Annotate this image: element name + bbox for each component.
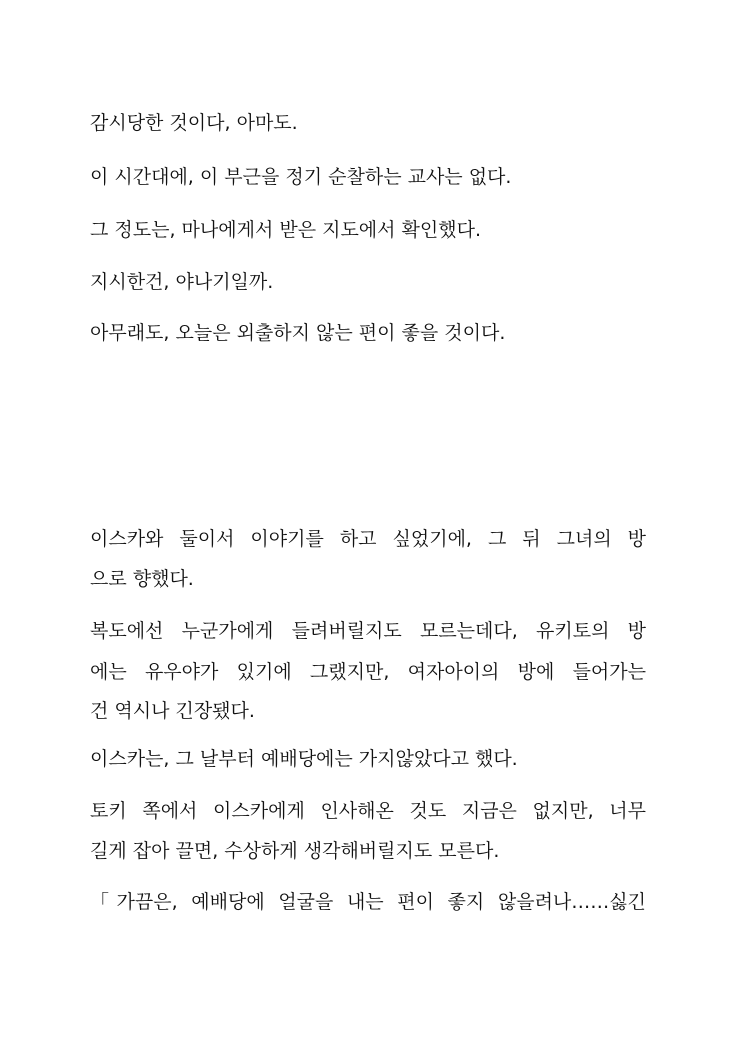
- text-line: 아무래도, 오늘은 외출하지 않는 편이 좋을 것이다.: [90, 322, 506, 344]
- text-line: 건 역시나 긴장됐다.: [90, 700, 255, 722]
- text-line: 길게 잡아 끌면, 수상하게 생각해버릴지도 모른다.: [90, 840, 500, 862]
- text-line: 감시당한 것이다, 아마도.: [90, 112, 298, 134]
- text-line: 으로 향했다.: [90, 568, 194, 590]
- text-line: 이스카는, 그 날부터 예배당에는 가지않았다고 했다.: [90, 748, 518, 770]
- text-line: 이스카와 둘이서 이야기를 하고 싶었기에, 그 뒤 그녀의 방: [90, 528, 646, 550]
- text-line: 토키 쪽에서 이스카에게 인사해온 것도 지금은 없지만, 너무: [90, 800, 646, 822]
- text-line: 이 시간대에, 이 부근을 정기 순찰하는 교사는 없다.: [90, 166, 512, 188]
- text-line: 「가끔은, 예배당에 얼굴을 내는 편이 좋지 않을려나……싫긴: [90, 891, 646, 913]
- text-line: 에는 유우야가 있기에 그랬지만, 여자아이의 방에 들어가는: [90, 661, 646, 683]
- text-line: 지시한건, 야나기일까.: [90, 271, 274, 293]
- text-line: 그 정도는, 마나에게서 받은 지도에서 확인했다.: [90, 219, 482, 241]
- text-line: 복도에선 누군가에게 들려버릴지도 모르는데다, 유키토의 방: [90, 620, 646, 642]
